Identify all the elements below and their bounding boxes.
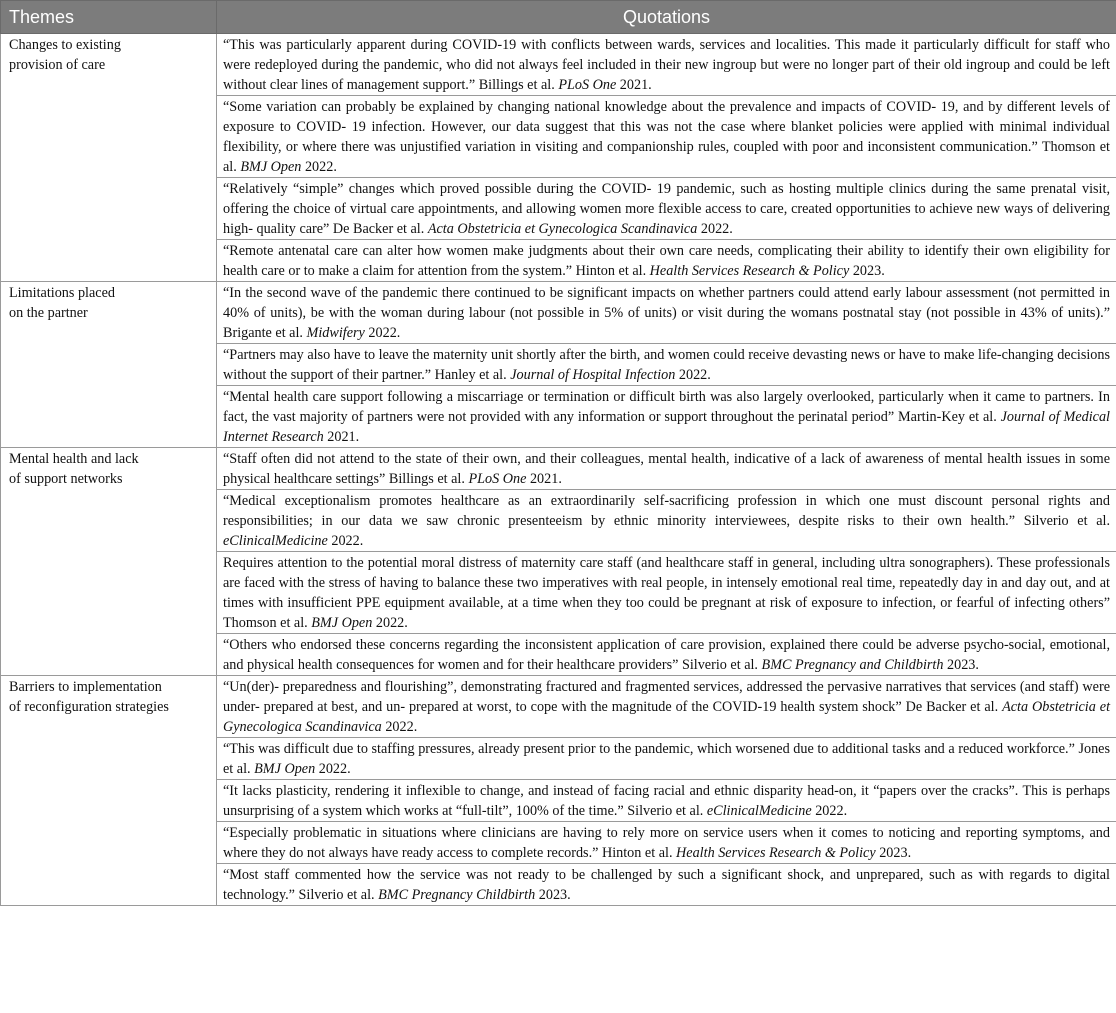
quotation-cell: [217, 676, 1116, 738]
publication-year: 2022.: [372, 615, 408, 631]
quotation-cell: [217, 282, 1116, 344]
publication-year: 2022.: [697, 221, 733, 237]
quotation-cell: [217, 240, 1116, 282]
quotation-text: “This was particularly apparent during COVID-19 with conflicts between wards, services and localities. This made it particularly difficult for staff who were redeployed during the pandemic, who did not always feel included in their new ingroup but were no longer part of their old ingroup and could be left without clear lines of management support.” Billings et al.: [223, 37, 1110, 93]
quotation-cell: [217, 178, 1116, 240]
publication-year: 2021.: [526, 471, 562, 487]
theme-cell: Limitations placed on the partner: [1, 282, 217, 448]
quotation-text: “In the second wave of the pandemic there continued to be significant impacts on whether partners could attend early labour assessment (not permitted in 40% of units), be with the woman during labour (not possible in 5% of units) or visit during the womans postnatal stay (not possible in 43% of units).” Brigante et al.: [223, 285, 1110, 341]
quotation-cell: [217, 552, 1116, 634]
theme-cell: Changes to existing provision of care: [1, 34, 217, 282]
quotation-cell: [217, 344, 1116, 386]
quotation-text: “Un(der)- preparedness and flourishing”, demonstrating fractured and fragmented services, addressed the pervasive narratives that services (and staff) were under- prepared at best, and un- prepared at worst, to cope with the magnitude of the COVID-19 health system shock” De Backer et al.: [223, 679, 1110, 715]
quotation-cell: [217, 738, 1116, 780]
publication-year: 2021.: [616, 77, 652, 93]
quotation-text: “Staff often did not attend to the state of their own, and their colleagues, mental health, indicative of a lack of awareness of mental health issues in some physical healthcare settings” Billings et al.: [223, 451, 1110, 487]
table-row: [1, 448, 1116, 490]
quotation-text: “Others who endorsed these concerns regarding the inconsistent application of care provision, explained there could be adverse psycho-social, emotional, and physical health consequences for women and for their healthcare providers” Silverio et al.: [223, 637, 1110, 673]
publication-year: 2022.: [811, 803, 848, 819]
table-row: [1, 282, 1116, 344]
publication-year: 2023.: [849, 263, 885, 279]
quotation-cell: [217, 386, 1116, 448]
journal-name: eClinicalMedicine: [223, 533, 328, 549]
quotation-text: “Mental health care support following a miscarriage or termination or difficult birth was also largely overlooked, particularly when it came to partners. In fact, the vast majority of partners were not provided with any information or support throughout the perinatal period” Martin-Key et al.: [223, 389, 1110, 425]
quotation-cell: [217, 864, 1116, 906]
journal-name: Health Services Research & Policy: [649, 263, 850, 279]
quotation-cell: [217, 34, 1116, 96]
publication-year: 2022.: [675, 367, 711, 383]
publication-year: 2023.: [535, 887, 571, 903]
quotation-cell: [217, 96, 1116, 178]
publication-year: 2022.: [315, 761, 351, 777]
quotation-cell: [217, 822, 1116, 864]
quotation-text: “It lacks plasticity, rendering it inflexible to change, and instead of facing racial and ethnic disparity head-on, it “papers over the cracks”. This is perhaps unsurprising of a system which works at “full-tilt”, 100% of the time.” Silverio et al.: [223, 783, 1110, 819]
quotation-text: “Especially problematic in situations where clinicians are having to rely more on service users when it comes to noticing and reporting symptoms, and where they do not always have ready access to complete records.” Hinton et al.: [223, 825, 1110, 861]
journal-name: PLoS One: [558, 77, 617, 93]
publication-year: 2022.: [364, 325, 401, 341]
journal-name: BMC Pregnancy Childbirth: [378, 887, 536, 903]
journal-name: BMC Pregnancy and Childbirth: [761, 657, 944, 673]
publication-year: 2022.: [327, 533, 364, 549]
theme-cell: Mental health and lack of support networks: [1, 448, 217, 676]
quotations-header: Quotations: [217, 1, 1116, 34]
quotation-text: Requires attention to the potential moral distress of maternity care staff (and healthcare staff in general, including ultra sonographers). These professionals are faced with the stress of having to balance these two imperatives with real people, in intensely emotional real time, repeatedly day in and day out, and at times with insufficient PPE equipment available, at a time when they too could be pregnant at risk of exposure to infection, or fearful of infecting others” Thomson et al.: [223, 555, 1110, 631]
quotation-text: “Medical exceptionalism promotes healthcare as an extraordinarily self-sacrificing profession in which one must discount personal rights and responsibilities; in our data we saw chronic presenteeism by ethnic minority interviewees, despite risks to their own health.” Silverio et al.: [223, 493, 1110, 529]
quotation-text: “This was difficult due to staffing pressures, already present prior to the pandemic, which worsened due to additional tasks and a reduced workforce.” Jones et al.: [223, 741, 1110, 777]
header-row: [1, 1, 1116, 34]
journal-name: Journal of Medical Internet Research: [223, 409, 1111, 445]
publication-year: 2022.: [381, 719, 418, 735]
journal-name: PLoS One: [468, 471, 527, 487]
quotation-text: “Some variation can probably be explained by changing national knowledge about the prevalence and impacts of COVID- 19, and by different levels of exposure to COVID- 19 infection. However, our data suggest that this was not the case where blanket policies were applied with minimal individual flexibility, or where there was unjustified variation in visiting and companionship rules, coupled with poor and inconsistent communication.” Thomson et al.: [223, 99, 1110, 175]
journal-name: Acta Obstetricia et Gynecologica Scandinavica: [427, 221, 698, 237]
journal-name: Acta Obstetricia et Gynecologica Scandinavica: [223, 699, 1111, 735]
quotation-cell: [217, 490, 1116, 552]
publication-year: 2023.: [943, 657, 979, 673]
quotation-cell: [217, 634, 1116, 676]
quotation-cell: [217, 448, 1116, 490]
journal-name: Journal of Hospital Infection: [510, 367, 676, 383]
publication-year: 2021.: [323, 429, 360, 445]
journal-name: eClinicalMedicine: [706, 803, 812, 819]
journal-name: BMJ Open: [240, 159, 302, 175]
theme-cell: Barriers to implementation of reconfiguration strategies: [1, 676, 217, 906]
publication-year: 2023.: [875, 845, 912, 861]
quotation-cell: [217, 780, 1116, 822]
quotation-text: “Remote antenatal care can alter how women make judgments about their own care needs, complicating their ability to identify their own eligibility for health care or to make a claim for attention from the system.” Hinton et al.: [223, 243, 1110, 279]
table-row: [1, 34, 1116, 96]
publication-year: 2022.: [301, 159, 337, 175]
quotation-text: “Most staff commented how the service was not ready to be challenged by such a significant shock, and unprepared, such as with regards to digital technology.” Silverio et al.: [223, 867, 1110, 903]
journal-name: Midwifery: [306, 325, 365, 341]
quotation-text: “Partners may also have to leave the maternity unit shortly after the birth, and women could receive devasting news or have to make life-changing decisions without the support of their partner.” Hanley et al.: [223, 347, 1110, 383]
table-row: [1, 676, 1116, 738]
journal-name: BMJ Open: [311, 615, 373, 631]
journal-name: BMJ Open: [254, 761, 316, 777]
themes-header: Themes: [1, 1, 217, 34]
quotation-text: “Relatively “simple” changes which proved possible during the COVID- 19 pandemic, such as hosting multiple clinics during the same prenatal visit, offering the choice of virtual care appointments, and allowing women more flexible access to care, created opportunities to achieve new ways of delivering high- quality care” De Backer et al.: [223, 181, 1110, 237]
journal-name: Health Services Research & Policy: [676, 845, 876, 861]
